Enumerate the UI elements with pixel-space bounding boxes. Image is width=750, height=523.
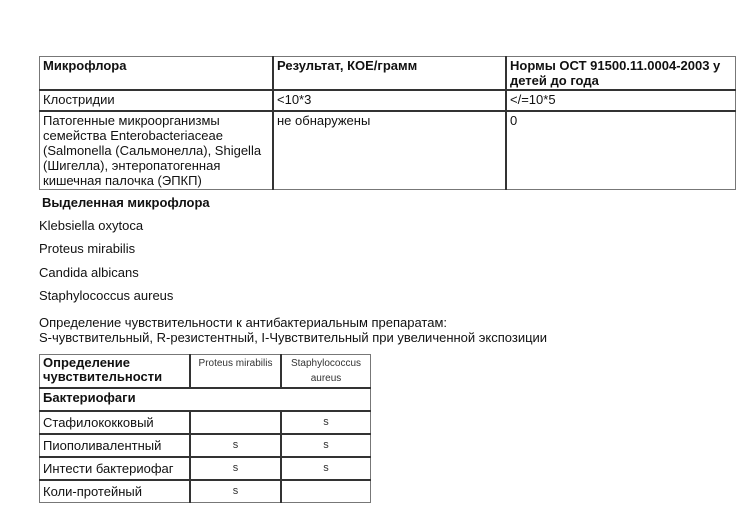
table-row	[40, 111, 736, 190]
cell-norm: </=10*5	[506, 90, 736, 111]
staph-value: s	[281, 457, 371, 480]
cell-result: не обнаружены	[273, 111, 506, 190]
cell-microflora: Клостридии	[40, 90, 274, 111]
group-bacteriophages: Бактериофаги	[40, 388, 371, 411]
table-row	[40, 434, 371, 457]
sensitivity-note-line1: Определение чувствительности к антибактериальным препаратам:	[39, 315, 448, 330]
group-row	[40, 388, 371, 411]
header-sensitivity-label: Определение чувствительности	[40, 355, 191, 389]
header-proteus: Proteus mirabilis	[190, 355, 281, 389]
proteus-value	[190, 411, 281, 434]
header-norm: Нормы ОСТ 91500.11.0004-2003 у детей до года	[506, 57, 736, 91]
cell-norm: 0	[506, 111, 736, 190]
results-table	[39, 56, 736, 190]
header-staph: Staphylococcus aureus	[281, 355, 371, 389]
cell-result: <10*3	[273, 90, 506, 111]
list-item: Candida albicans	[39, 265, 139, 280]
staph-value: s	[281, 411, 371, 434]
sensitivity-table-header	[40, 355, 371, 389]
sensitivity-note	[39, 315, 547, 345]
header-microflora: Микрофлора	[40, 57, 274, 91]
phage-name: Интести бактериофаг	[40, 457, 191, 480]
list-item: Staphylococcus aureus	[39, 288, 174, 303]
table-row	[40, 411, 371, 434]
list-item: Proteus mirabilis	[39, 241, 136, 256]
table-row	[40, 90, 736, 111]
header-result: Результат, КОЕ/грамм	[273, 57, 506, 91]
cell-microflora: Патогенные микроорганизмы семейства Enterobacteriaceae (Salmonella (Сальмонелла), Shigella (Шигелла), энтеропатогенная кишечная палочка (ЭПКП)	[40, 111, 274, 190]
staph-value: s	[281, 434, 371, 457]
isolated-microflora-title: Выделенная микрофлора	[42, 195, 210, 210]
proteus-value: s	[190, 480, 281, 503]
list-item: Klebsiella oxytoca	[39, 218, 144, 233]
table-row	[40, 480, 371, 503]
phage-name: Пиополивалентный	[40, 434, 191, 457]
phage-name: Коли-протейный	[40, 480, 191, 503]
results-table-header	[40, 57, 736, 91]
proteus-value: s	[190, 457, 281, 480]
sensitivity-table	[39, 354, 371, 503]
sensitivity-note-legend: S-чувствительный, R-резистентный, I-Чувствительный при увеличенной экспозиции	[39, 330, 548, 345]
staph-value	[281, 480, 371, 503]
table-row	[40, 457, 371, 480]
phage-name: Стафилококковый	[40, 411, 191, 434]
proteus-value: s	[190, 434, 281, 457]
